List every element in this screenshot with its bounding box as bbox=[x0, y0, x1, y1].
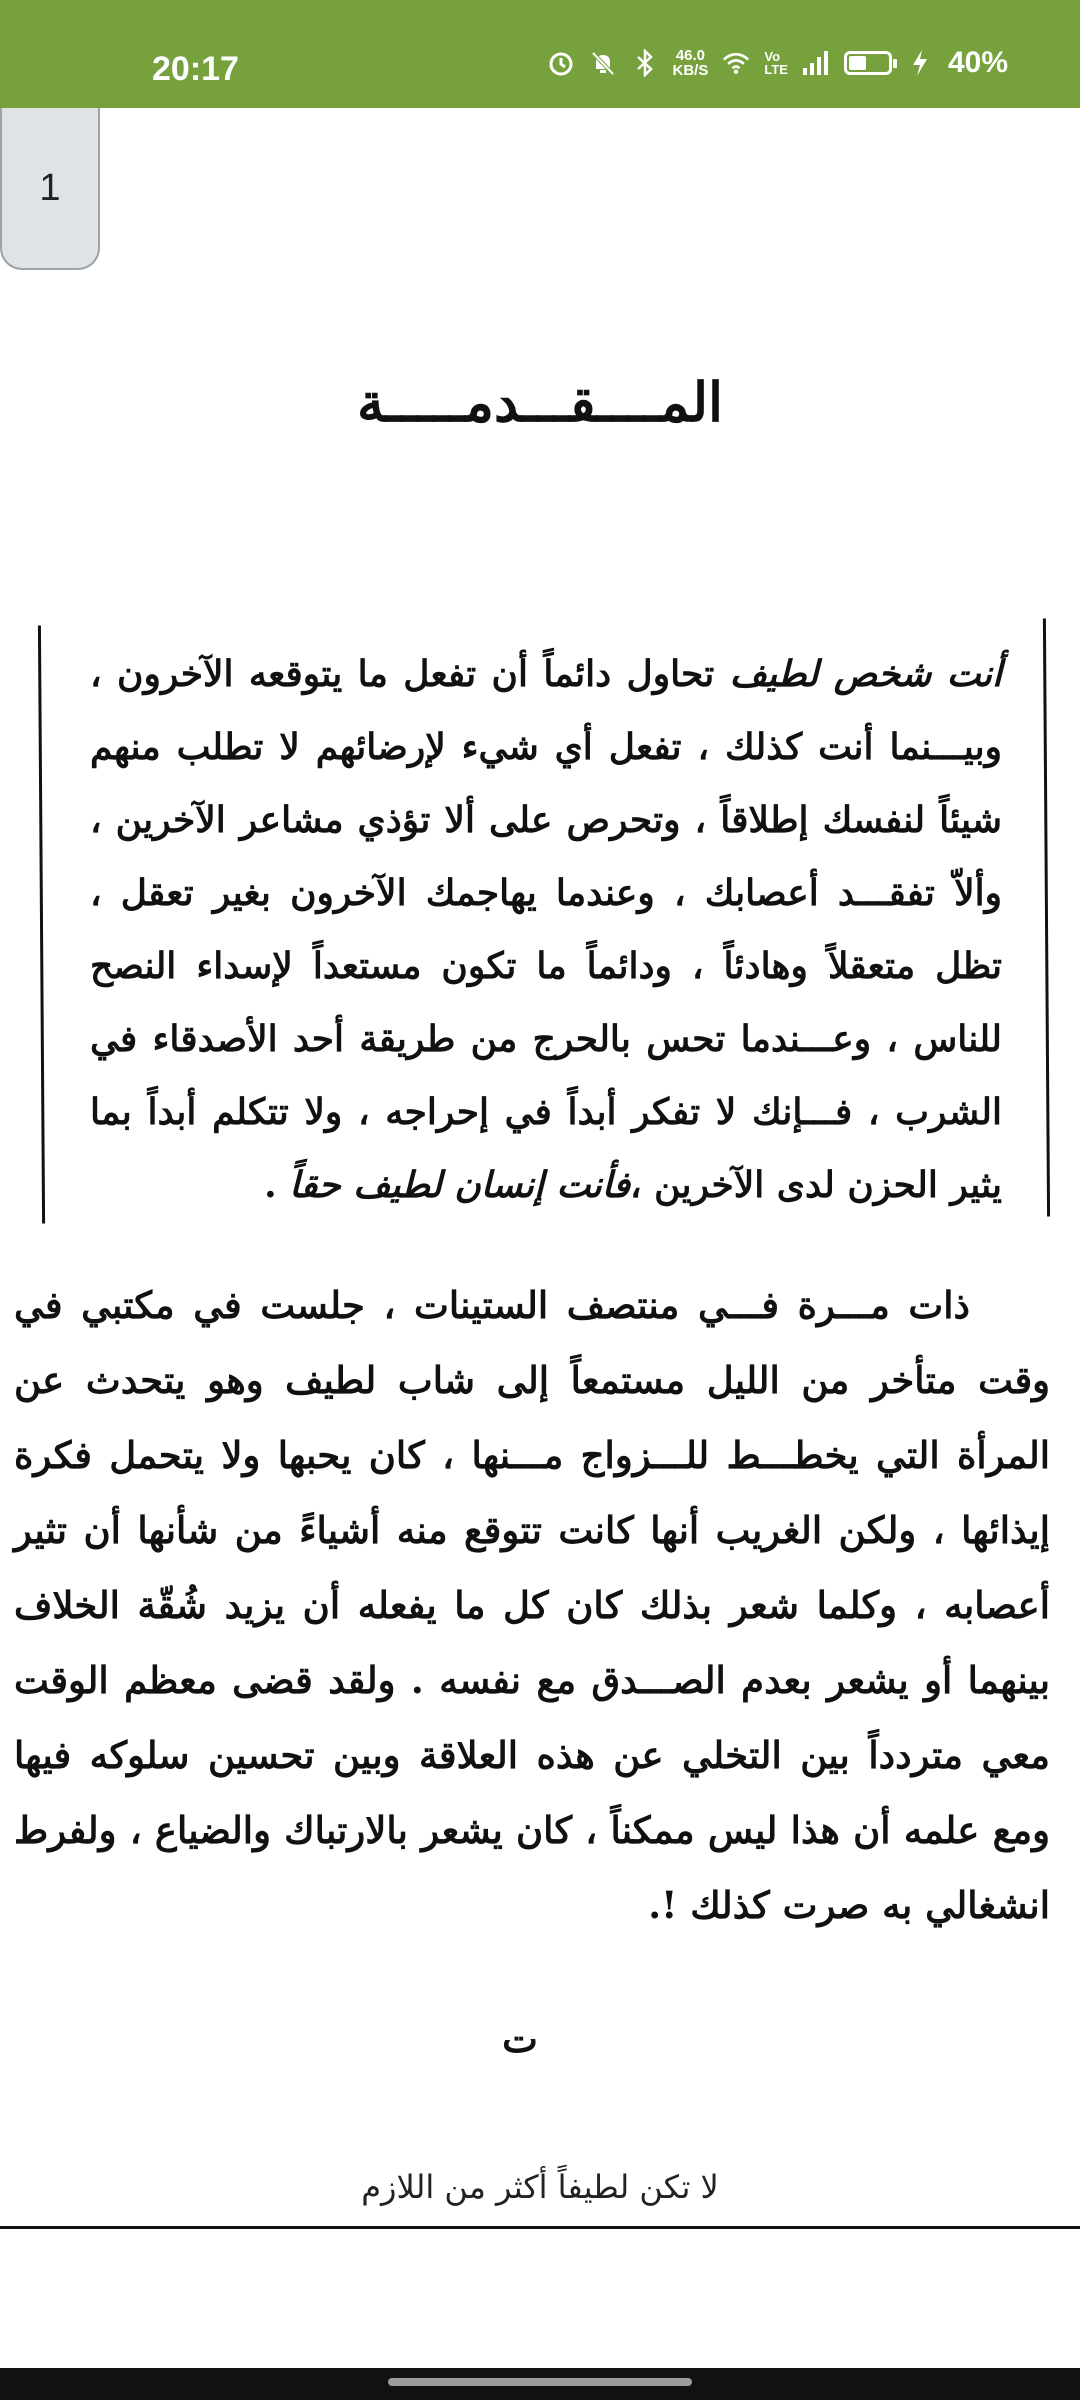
network-speed-value: 46.0 bbox=[675, 47, 706, 64]
intro-closing-tail: . bbox=[264, 1164, 290, 1206]
battery-icon bbox=[844, 51, 892, 75]
signal-icon bbox=[802, 49, 830, 77]
status-bar bbox=[0, 0, 1080, 108]
navigation-bar bbox=[0, 2368, 1080, 2400]
network-speed bbox=[673, 48, 709, 78]
battery-fill bbox=[849, 56, 866, 70]
wifi-icon bbox=[722, 49, 750, 77]
footer-divider bbox=[0, 2226, 1080, 2229]
intro-paragraph bbox=[90, 638, 1002, 1222]
bluetooth-icon bbox=[631, 49, 659, 77]
page-mark: ت bbox=[502, 2016, 538, 2061]
gesture-handle[interactable] bbox=[388, 2378, 692, 2386]
volte-bottom: LTE bbox=[764, 62, 788, 77]
status-icons bbox=[547, 46, 1008, 80]
charging-bolt-icon bbox=[906, 49, 934, 77]
intro-closing-emphasis: فأنت إنسان لطيف حقاً bbox=[289, 1164, 630, 1206]
page-number: 1 bbox=[39, 166, 61, 209]
body-paragraph: ذات مـــرة فـــي منتصف الستينات ، جلست في مكتبي في وقت متأخر من الليل مستمعاً إلى شاب لطيف وهو يتحدث عن المرأة التي يخطـــط للـــزواج مـــنها ، كان يحبها ولا يتحمل فكرة إيذائها ، ولكن الغريب أنها كانت تتوقع منه أشياءً من شأنها أن تثير أعصابه ، وكلما شعر بذلك كان كل ما يفعله أن يزيد شُقّة الخلاف بينهما أو يشعر بعدم الصـــدق مع نفسه . ولقد قضى معظم الوقت معي متردداً بين التخلي عن هذه العلاقة وبين تحسين سلوكه فيها ومع علمه أن هذا ليس ممكناً ، كان يشعر بالارتباك والضياع ، ولفرط انشغالي به صرت كذلك !. bbox=[14, 1283, 1050, 1927]
page-title: المــــقـــدمـــــة bbox=[356, 370, 724, 434]
running-footer-title: لا تكن لطيفاً أكثر من اللازم bbox=[361, 2168, 719, 2206]
volte-top: Vo bbox=[764, 49, 781, 64]
silent-bell-icon bbox=[589, 49, 617, 77]
intro-lead-emphasis: أنت شخص لطيف bbox=[729, 653, 1003, 695]
intro-body: تحاول دائماً أن تفعل ما يتوقعه الآخرون ، وبيـــنما أنت كذلك ، تفعل أي شيء لإرضائهم لا تطلب منهم شيئاً لنفسك إطلاقاً ، وتحرص على ألا تؤذي مشاعر الآخرين ، وألاّ تفقـــد أعصابك ، وعندما يهاجمك الآخرون بغير تعقل ، تظل متعقلاً وهادئاً ، ودائماً ما تكون مستعداً لإسداء النصح للناس ، وعـــندما تحس بالحرج من طريقة أحد الأصدقاء في الشرب ، فـــإنك لا تفكر أبداً في إحراجه ، ولا تتكلم أبداً بما يثير الحزن لدى الآخرين ، bbox=[90, 653, 1002, 1206]
page-number-badge[interactable] bbox=[0, 108, 100, 270]
status-time: 20:17 bbox=[152, 50, 239, 88]
alarm-icon bbox=[547, 49, 575, 77]
volte-indicator bbox=[764, 50, 788, 76]
battery-percent: 40% bbox=[947, 46, 1008, 79]
network-speed-unit: KB/S bbox=[672, 62, 709, 79]
